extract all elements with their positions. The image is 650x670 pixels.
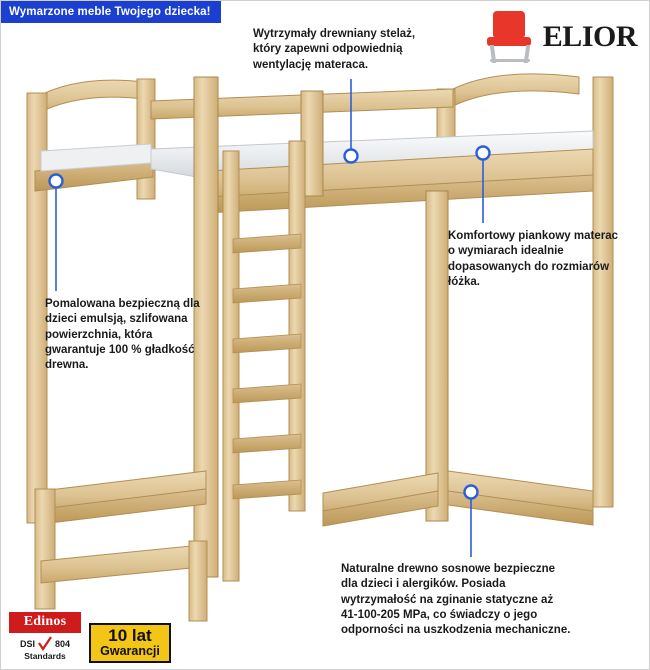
callout-mattress: Komfortowy piankowy materac o wymiarach idealnie dopasowanych do rozmiarów łóżka.: [448, 230, 618, 288]
red-chair-icon: [483, 9, 537, 65]
edinos-badge: [9, 612, 81, 661]
callout-wood: Naturalne drewno sosnowe bezpieczne dla dzieci i alergików. Posiada wytrzymałość na zginanie statyczne aż 41-100-205 MPa, co świadczy o jego odporności na uszkodzenia mechaniczne.: [341, 563, 571, 637]
dsi-sub: Standards: [24, 651, 66, 661]
header-banner: Wymarzone meble Twojego dziecka!: [1, 1, 221, 23]
front-right-post: [426, 191, 448, 521]
warranty-years: 10 lat: [108, 626, 152, 646]
callout-slats: Wytrzymały drewniany stelaż, który zapewni odpowiednią wentylację materaca.: [253, 28, 416, 71]
brand-name: ELIOR: [542, 20, 637, 53]
edinos-name: Edinos: [9, 612, 81, 633]
dsi-row: [9, 636, 81, 652]
brand-logo: [483, 9, 637, 65]
warranty-badge: [89, 623, 171, 663]
dsi-prefix: DSI: [19, 639, 35, 649]
dsi-number: 804: [54, 639, 71, 649]
callout-paint: Pomalowana bezpieczną dla dzieci emulsją, szlifowana powierzchnia, która gwarantuje 100 % gładkość drewna.: [45, 298, 200, 372]
check-mark-icon: [37, 636, 53, 652]
warranty-label: Gwarancji: [100, 643, 160, 658]
